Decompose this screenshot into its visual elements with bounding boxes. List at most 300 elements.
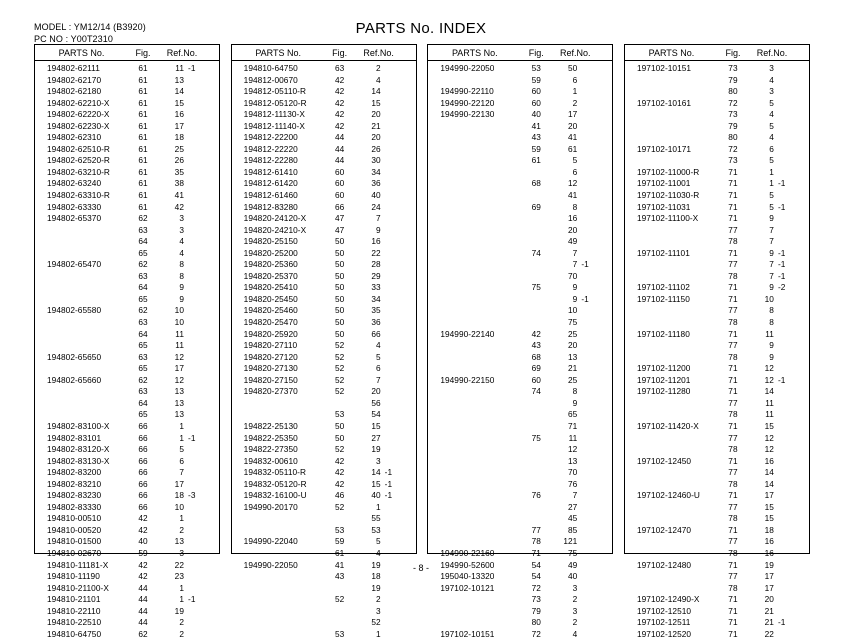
cell-fig: 61 [138,155,148,166]
table-row[interactable] [428,398,612,410]
table-row[interactable] [625,594,809,606]
table-row[interactable] [232,409,416,421]
cell-ref-no: 4 [179,236,184,247]
table-row[interactable] [625,409,809,421]
table-row[interactable] [35,155,219,167]
cell-parts-no: 194802-83230 [47,490,102,501]
cell-ref-no: 5 [179,444,184,455]
cell-ref-no: 70 [567,270,578,281]
cell-ref-no: 3 [375,455,381,466]
cell-ref-no: 34 [371,293,381,304]
cell-ref-no: 3 [179,224,184,235]
table-row[interactable] [625,375,809,387]
table-row[interactable] [35,225,219,237]
cell-ref-no: 6 [572,74,578,85]
table-row[interactable] [625,444,809,456]
cell-parts-no: 194812-11130-X [243,109,305,120]
table-row[interactable] [428,548,612,560]
table-row[interactable] [232,190,416,202]
table-row[interactable] [428,202,612,214]
table-row[interactable] [232,98,416,110]
table-row[interactable] [625,513,809,525]
cell-fig: 61 [138,120,148,131]
table-row[interactable] [232,225,416,237]
table-row[interactable] [232,363,416,375]
table-row[interactable] [232,479,416,491]
cell-fig: 78 [728,444,738,455]
table-row[interactable] [428,144,612,156]
table-row[interactable] [232,236,416,248]
table-row[interactable] [35,294,219,306]
table-row[interactable] [232,86,416,98]
cell-fig: 69 [531,363,541,374]
table-row[interactable] [625,502,809,514]
table-row[interactable] [625,259,809,271]
table-row[interactable] [35,525,219,537]
cell-fig: 46 [334,490,345,501]
cell-ref-no: 35 [371,305,381,316]
table-row[interactable] [428,386,612,398]
cell-parts-no: 197102-12510 [636,605,692,616]
table-row[interactable] [428,340,612,352]
cell-ref-no: 16 [371,236,381,247]
cell-parts-no: 194990-22120 [440,97,495,108]
cell-fig: 71 [728,617,738,628]
table-row[interactable] [232,606,416,618]
table-row[interactable] [625,282,809,294]
table-row[interactable] [428,317,612,329]
cell-ref-no: 11 [765,409,774,420]
table-row[interactable] [232,421,416,433]
table-row[interactable] [232,375,416,387]
table-row[interactable] [232,525,416,537]
cell-parts-no: 197102-11031 [636,201,691,212]
cell-fig: 61 [138,190,148,201]
table-row[interactable] [35,409,219,421]
table-row[interactable] [35,121,219,133]
cell-fig: 50 [334,247,345,258]
table-row[interactable] [625,398,809,410]
cell-ref-no: 4 [769,109,774,120]
table-row[interactable] [625,236,809,248]
table-row[interactable] [232,155,416,167]
table-row[interactable] [625,86,809,98]
table-row[interactable] [35,248,219,260]
cell-ref-suffix: -1 [777,270,786,281]
table-row[interactable] [232,75,416,87]
table-row[interactable] [428,467,612,479]
table-row[interactable] [35,144,219,156]
cell-ref-no: 15 [371,97,381,108]
table-row[interactable] [35,536,219,548]
cell-parts-no: 194802-62520-R [47,155,110,166]
table-row[interactable] [428,606,612,618]
table-row[interactable] [625,271,809,283]
cell-parts-no: 194802-63240 [47,178,102,189]
header-ref-no: Ref.No. [756,47,788,58]
table-row[interactable] [232,583,416,595]
table-row[interactable] [428,248,612,260]
cell-fig: 63 [138,317,148,328]
table-row[interactable] [232,213,416,225]
table-row[interactable] [232,63,416,75]
table-row[interactable] [428,294,612,306]
table-row[interactable] [35,386,219,398]
table-row[interactable] [35,190,219,202]
cell-parts-no: 194802-62510-R [47,143,110,154]
table-row[interactable] [428,433,612,445]
table-row[interactable] [625,548,809,560]
table-row[interactable] [625,352,809,364]
table-row[interactable] [625,421,809,433]
cell-ref-no: 7 [375,374,381,385]
cell-ref-no: 30 [371,155,381,166]
table-row[interactable] [428,155,612,167]
table-row[interactable] [428,525,612,537]
cell-fig: 40 [531,109,541,120]
table-row[interactable] [428,329,612,341]
cell-parts-no: 194810-00510 [47,513,102,524]
cell-ref-no: 8 [572,201,578,212]
table-row[interactable] [35,63,219,75]
cell-ref-no: 12 [764,374,774,385]
cell-fig: 50 [334,236,345,247]
table-row[interactable] [232,536,416,548]
cell-fig: 61 [138,63,148,73]
cell-fig: 42 [334,120,345,131]
cell-parts-no: 194832-05120-R [243,478,307,489]
cell-fig: 77 [728,397,738,408]
table-row[interactable] [35,433,219,445]
table-row[interactable] [232,513,416,525]
cell-ref-no: 5 [769,120,774,131]
table-row[interactable] [35,467,219,479]
table-row[interactable] [232,317,416,329]
table-row[interactable] [232,259,416,271]
cell-parts-no: 197102-12460-U [636,490,700,501]
table-row[interactable] [428,513,612,525]
column-header [34,44,220,61]
cell-ref-no: 12 [174,374,184,385]
table-row[interactable] [232,271,416,283]
table-row[interactable] [428,86,612,98]
table-row[interactable] [428,375,612,387]
table-row[interactable] [625,167,809,179]
table-row[interactable] [625,363,809,375]
table-row[interactable] [428,444,612,456]
cell-ref-no: 40 [567,571,578,582]
table-row[interactable] [625,386,809,398]
cell-parts-no: 194822-25130 [243,420,298,431]
table-row[interactable] [232,329,416,341]
table-row[interactable] [35,236,219,248]
cell-parts-no: 194820-25410 [243,282,298,293]
cell-fig: 65 [138,409,148,420]
cell-fig: 65 [138,247,148,258]
table-row[interactable] [35,502,219,514]
table-row[interactable] [625,317,809,329]
table-row[interactable] [35,178,219,190]
table-row[interactable] [35,352,219,364]
cell-fig: 62 [138,305,148,316]
table-row[interactable] [625,225,809,237]
cell-parts-no: 194820-25470 [243,317,298,328]
table-row[interactable] [625,248,809,260]
table-row[interactable] [625,629,809,640]
cell-ref-no: 9 [572,282,578,293]
table-row[interactable] [428,190,612,202]
cell-fig: 44 [138,594,148,605]
table-row[interactable] [428,479,612,491]
table-row[interactable] [625,132,809,144]
table-row[interactable] [35,271,219,283]
table-row[interactable] [625,456,809,468]
table-row[interactable] [428,271,612,283]
table-row[interactable] [232,167,416,179]
table-row[interactable] [625,433,809,445]
cell-ref-no: 7 [769,270,774,281]
table-row[interactable] [428,225,612,237]
table-row[interactable] [625,467,809,479]
cell-ref-no: 3 [572,582,578,593]
table-row[interactable] [625,63,809,75]
table-row[interactable] [35,340,219,352]
table-row[interactable] [428,305,612,317]
table-row[interactable] [35,109,219,121]
cell-ref-no: 25 [174,143,184,154]
table-row[interactable] [35,317,219,329]
table-row[interactable] [428,98,612,110]
cell-ref-no: 5 [375,536,381,547]
cell-fig: 42 [531,328,541,339]
table-row[interactable] [35,305,219,317]
table-row[interactable] [428,490,612,502]
table-row[interactable] [625,75,809,87]
table-row[interactable] [232,490,416,502]
table-row[interactable] [35,548,219,560]
table-row[interactable] [232,617,416,629]
table-row[interactable] [428,421,612,433]
cell-fig: 79 [728,74,738,85]
table-row[interactable] [625,109,809,121]
table-row[interactable] [428,363,612,375]
table-row[interactable] [625,213,809,225]
cell-fig: 50 [334,328,345,339]
cell-ref-no: 10 [174,317,184,328]
table-row[interactable] [232,548,416,560]
table-row[interactable] [35,132,219,144]
table-row[interactable] [35,421,219,433]
cell-fig: 65 [138,340,148,351]
table-row[interactable] [625,121,809,133]
table-row[interactable] [35,479,219,491]
table-row[interactable] [232,144,416,156]
cell-parts-no: 194990-22050 [440,63,495,73]
table-row[interactable] [428,282,612,294]
header-ref-no: Ref.No. [166,47,198,58]
table-row[interactable] [428,409,612,421]
table-row[interactable] [625,583,809,595]
cell-fig: 71 [728,201,738,212]
table-row[interactable] [428,63,612,75]
table-row[interactable] [232,629,416,640]
table-row[interactable] [35,167,219,179]
cell-ref-suffix: -1 [188,63,196,73]
table-row[interactable] [35,202,219,214]
table-row[interactable] [625,340,809,352]
table-row[interactable] [428,536,612,548]
table-row[interactable] [428,583,612,595]
cell-ref-no: 27 [371,432,381,443]
table-row[interactable] [35,363,219,375]
cell-ref-no: 13 [174,397,184,408]
table-row[interactable] [428,121,612,133]
table-row[interactable] [35,375,219,387]
table-row[interactable] [232,398,416,410]
table-row[interactable] [428,167,612,179]
cell-parts-no: 194822-27350 [243,444,298,455]
table-row[interactable] [625,606,809,618]
table-row[interactable] [625,202,809,214]
table-row[interactable] [35,282,219,294]
cell-ref-no: 10 [764,293,774,304]
table-row[interactable] [35,629,219,640]
cell-fig: 64 [138,328,148,339]
table-row[interactable] [232,178,416,190]
table-row[interactable] [625,294,809,306]
table-row[interactable] [35,583,219,595]
table-row[interactable] [625,144,809,156]
cell-parts-no: 194820-27130 [243,363,298,374]
cell-ref-no: 20 [371,386,381,397]
cell-fig: 74 [531,247,541,258]
table-row[interactable] [232,386,416,398]
cell-ref-no: 15 [174,97,184,108]
cell-ref-no: 75 [567,317,578,328]
cell-fig: 42 [334,97,345,108]
table-row[interactable] [35,444,219,456]
table-row[interactable] [625,617,809,629]
table-row[interactable] [232,433,416,445]
table-row[interactable] [232,594,416,606]
cell-parts-no: 194832-00610 [243,455,298,466]
table-row[interactable] [232,202,416,214]
table-row[interactable] [428,178,612,190]
table-row[interactable] [35,86,219,98]
table-row[interactable] [35,456,219,468]
table-row[interactable] [625,329,809,341]
cell-fig: 77 [728,224,738,235]
table-row[interactable] [232,282,416,294]
table-row[interactable] [428,132,612,144]
table-row[interactable] [35,617,219,629]
table-row[interactable] [35,75,219,87]
table-row[interactable] [625,305,809,317]
cell-parts-no: 194820-27370 [243,386,298,397]
cell-ref-no: 12 [764,363,774,374]
table-row[interactable] [35,513,219,525]
table-row[interactable] [428,456,612,468]
cell-fig: 44 [334,132,345,143]
table-row[interactable] [35,398,219,410]
cell-parts-no: 194810-02670 [47,547,102,558]
table-row[interactable] [625,155,809,167]
table-row[interactable] [428,617,612,629]
table-row[interactable] [35,490,219,502]
table-row[interactable] [625,490,809,502]
table-row[interactable] [232,305,416,317]
header-parts-no: PARTS No. [58,47,105,58]
table-row[interactable] [232,444,416,456]
table-row[interactable] [428,502,612,514]
table-row[interactable] [428,352,612,364]
table-row[interactable] [625,190,809,202]
cell-fig: 78 [728,409,738,420]
table-row[interactable] [232,502,416,514]
table-row[interactable] [35,594,219,606]
cell-ref-no: 9 [769,213,774,224]
cell-fig: 63 [138,270,148,281]
cell-ref-no: 2 [572,617,578,628]
table-row[interactable] [428,75,612,87]
table-row[interactable] [232,340,416,352]
table-row[interactable] [35,259,219,271]
table-row[interactable] [232,132,416,144]
cell-fig: 61 [138,109,148,120]
table-row[interactable] [232,352,416,364]
cell-ref-no: 5 [572,155,578,166]
table-row[interactable] [428,236,612,248]
cell-parts-no: 194990-22110 [440,86,494,97]
table-row[interactable] [625,98,809,110]
table-row[interactable] [35,329,219,341]
table-row[interactable] [232,294,416,306]
cell-parts-no: 194820-25360 [243,259,298,270]
table-row[interactable] [428,594,612,606]
table-row[interactable] [232,109,416,121]
table-row[interactable] [428,629,612,640]
cell-fig: 78 [728,270,738,281]
cell-fig: 77 [728,340,738,351]
table-row[interactable] [35,98,219,110]
table-row[interactable] [625,525,809,537]
table-row[interactable] [428,109,612,121]
cell-ref-no: 11 [175,340,184,351]
cell-ref-no: 2 [572,594,578,605]
table-row[interactable] [625,479,809,491]
cell-ref-no: 27 [567,501,578,512]
cell-parts-no: 197102-10151 [636,63,692,73]
table-row[interactable] [35,606,219,618]
table-row[interactable] [232,467,416,479]
cell-fig: 63 [138,386,148,397]
cell-fig: 68 [531,351,541,362]
table-row[interactable] [232,121,416,133]
header-ref-no: Ref.No. [560,47,591,58]
table-row[interactable] [625,178,809,190]
cell-ref-no: 15 [764,501,774,512]
table-row[interactable] [428,213,612,225]
table-row[interactable] [35,213,219,225]
table-row[interactable] [232,456,416,468]
cell-ref-no: 1 [179,513,184,524]
cell-parts-no: 194820-24210-X [243,224,307,235]
table-row[interactable] [428,259,612,271]
cell-fig: 64 [138,236,148,247]
table-row[interactable] [625,536,809,548]
cell-ref-no: 52 [371,617,381,628]
table-row[interactable] [232,248,416,260]
